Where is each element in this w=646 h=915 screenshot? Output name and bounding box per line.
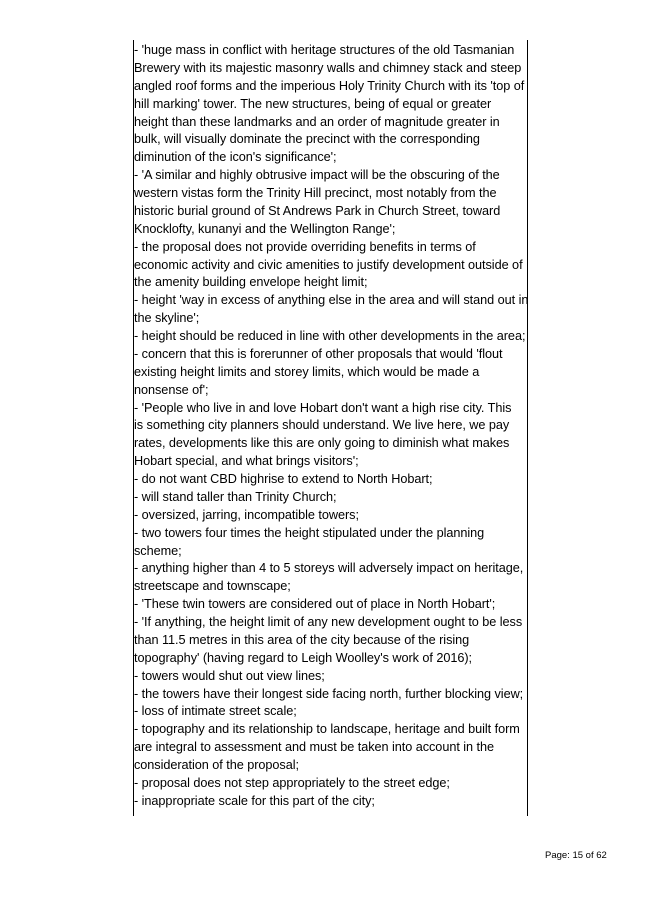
text-line: diminution of the icon's significance'; xyxy=(134,150,337,165)
text-line: consideration of the proposal; xyxy=(134,758,299,772)
text-line: - towers would shut out view lines; xyxy=(134,668,325,683)
text-line: - the towers have their longest side facing north, further blocking view; xyxy=(134,686,524,701)
text-line: Knocklofty, kunanyi and the Wellington Range'; xyxy=(134,221,396,236)
text-line: is something city planners should understand. We live here, we pay xyxy=(134,418,510,433)
text-line: - inappropriate scale for this part of the city; xyxy=(134,793,375,808)
text-line: - height 'way in excess of anything else in the area and will stand out in xyxy=(134,293,529,308)
text-line: - 'huge mass in conflict with heritage structures of the old Tasmanian xyxy=(134,43,515,57)
text-line: Brewery with its majestic masonry walls and chimney stack and steep xyxy=(134,60,522,75)
text-line: - anything higher than 4 to 5 storeys will adversely impact on heritage, xyxy=(134,561,524,576)
text-line: than 11.5 metres in this area of the city because of the rising xyxy=(134,632,470,647)
text-line: - topography and its relationship to landscape, heritage and built form xyxy=(134,722,520,737)
text-line: - oversized, jarring, incompatible towers; xyxy=(134,507,359,522)
submission-comments-text xyxy=(134,42,530,811)
text-line: historic burial ground of St Andrews Park in Church Street, toward xyxy=(134,203,501,218)
text-line: rates, developments like this are only going to diminish what makes xyxy=(134,436,510,451)
text-line: nonsense of'; xyxy=(134,382,209,397)
text-line: - height should be reduced in line with other developments in the area; xyxy=(134,329,526,343)
text-line: - will stand taller than Trinity Church; xyxy=(134,489,337,504)
page-number: Page: 15 of 62 xyxy=(545,850,607,861)
text-line: angled roof forms and the imperious Holy Trinity Church with its 'top of xyxy=(134,78,525,93)
text-line: economic activity and civic amenities to justify development outside of xyxy=(134,257,523,272)
text-line: existing height limits and storey limits, which would be made a xyxy=(134,364,480,379)
text-line: - do not want CBD highrise to extend to North Hobart; xyxy=(134,472,433,486)
text-line: the skyline'; xyxy=(134,311,200,326)
text-line: topography' (having regard to Leigh Woolley's work of 2016); xyxy=(134,650,473,665)
text-line: - 'A similar and highly obtrusive impact will be the obscuring of the xyxy=(134,168,500,183)
text-line: - 'If anything, the height limit of any new development ought to be less xyxy=(134,615,523,629)
text-line: streetscape and townscape; xyxy=(134,579,291,594)
text-line: Hobart special, and what brings visitors'; xyxy=(134,454,359,469)
text-line: - 'People who live in and love Hobart don't want a high rise city. This xyxy=(134,400,512,415)
text-line: are integral to assessment and must be taken into account in the xyxy=(134,740,495,755)
text-line: bulk, will visually dominate the precinct with the corresponding xyxy=(134,132,480,147)
text-line: height than these landmarks and an order of magnitude greater in xyxy=(134,114,500,129)
text-line: - loss of intimate street scale; xyxy=(134,704,297,719)
text-line: - concern that this is forerunner of other proposals that would 'flout xyxy=(134,346,503,361)
text-line: - two towers four times the height stipulated under the planning xyxy=(134,525,485,540)
text-line: - 'These twin towers are considered out of place in North Hobart'; xyxy=(134,597,496,612)
text-line: - proposal does not step appropriately to the street edge; xyxy=(134,775,450,790)
text-line: the amenity building envelope height limit; xyxy=(134,275,368,290)
text-line: scheme; xyxy=(134,543,182,558)
text-line: western vistas form the Trinity Hill precinct, most notably from the xyxy=(134,186,497,200)
text-line: hill marking' tower. The new structures, being of equal or greater xyxy=(134,96,492,111)
text-line: - the proposal does not provide overriding benefits in terms of xyxy=(134,239,476,254)
